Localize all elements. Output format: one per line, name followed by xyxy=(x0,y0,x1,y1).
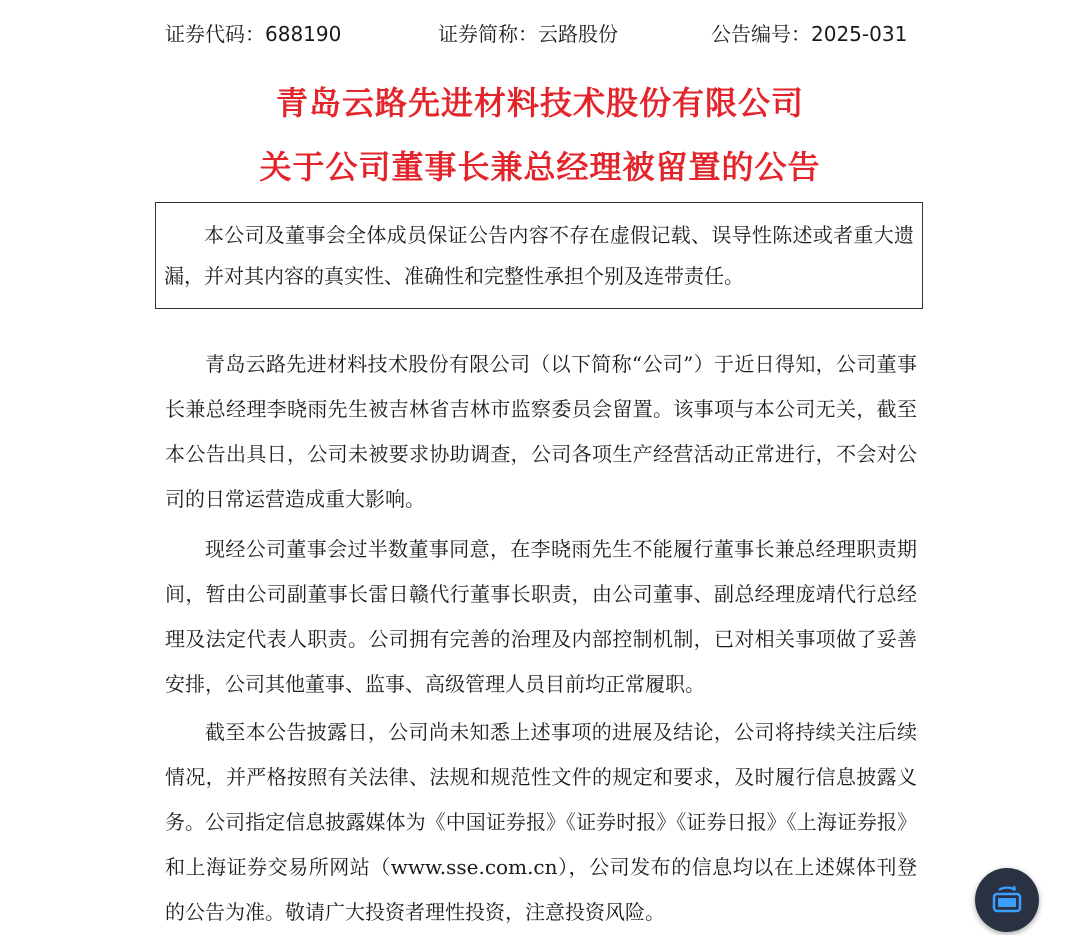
screen-rotate-button[interactable] xyxy=(975,868,1039,932)
paragraph-2: 现经公司董事会过半数董事同意，在李晓雨先生不能履行董事长兼总经理职责期间，暂由公司副董事长雷日赣代行董事长职责，由公司董事、副总经理庞靖代行总经理及法定代表人职责。公司拥有完善的治理及内部控制机制，已对相关事项做了妥善安排，公司其他董事、监事、高级管理人员目前均正常履职。 xyxy=(165,537,917,696)
disclaimer-box xyxy=(155,202,923,309)
stock-abbreviation: 证券简称：云路股份 xyxy=(438,22,618,46)
stock-code: 证券代码：688190 xyxy=(165,22,342,46)
paragraph-3: 截至本公告披露日，公司尚未知悉上述事项的进展及结论，公司将持续关注后续情况，并严格按照有关法律、法规和规范性文件的规定和要求，及时履行信息披露义务。公司指定信息披露媒体为《中国证券报》《证券时报》《证券日报》《上海证券报》和上海证券交易所网站（www.sse.com.cn），公司发布的信息均以在上述媒体刊登的公告为准。敬请广大投资者理性投资，注意投资风险。 xyxy=(165,720,917,924)
screen-rotate-icon xyxy=(990,883,1024,917)
document-header xyxy=(0,18,1080,52)
company-name-title: 青岛云路先进材料技术股份有限公司 xyxy=(275,84,804,122)
notice-number: 公告编号：2025-031 xyxy=(711,22,908,46)
disclaimer-text: 本公司及董事会全体成员保证公告内容不存在虚假记载、误导性陈述或者重大遗漏，并对其内容的真实性、准确性和完整性承担个别及连带责任。 xyxy=(164,223,914,288)
paragraph-1: 青岛云路先进材料技术股份有限公司（以下简称“公司”）于近日得知，公司董事长兼总经理李晓雨先生被吉林省吉林市监察委员会留置。该事项与本公司无关，截至本公告出具日，公司未被要求协助调查，公司各项生产经营活动正常进行，不会对公司的日常运营造成重大影响。 xyxy=(165,352,917,511)
announcement-title: 关于公司董事长兼总经理被留置的公告 xyxy=(259,148,821,186)
